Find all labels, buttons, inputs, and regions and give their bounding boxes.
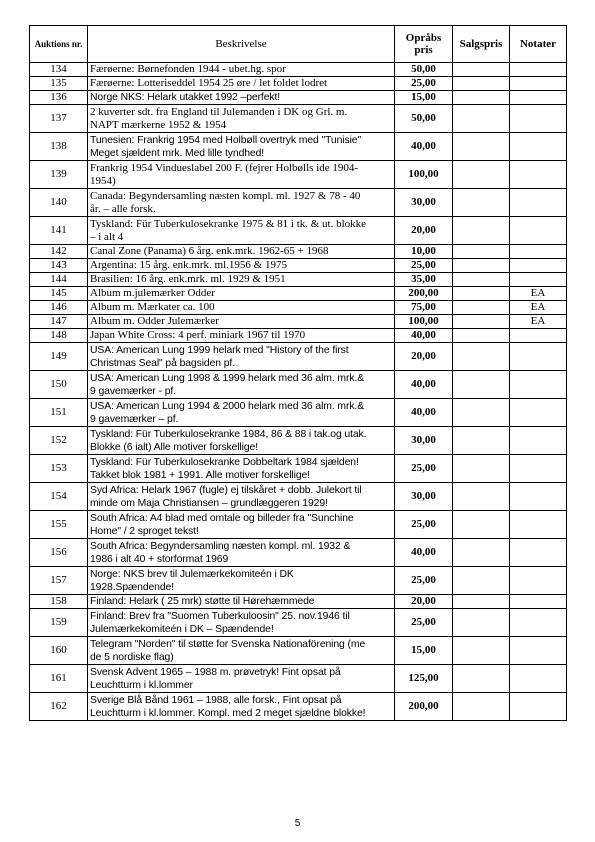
notes-cell bbox=[510, 329, 567, 343]
description-cell: Frankrig 1954 Vindueslabel 200 F. (fejrer Holbølls ide 1904- 1954) bbox=[88, 161, 395, 189]
notes-cell bbox=[510, 161, 567, 189]
start-price-cell: 40,00 bbox=[395, 133, 453, 161]
sale-price-cell bbox=[453, 455, 510, 483]
notes-cell bbox=[510, 455, 567, 483]
notes-cell bbox=[510, 609, 567, 637]
table-row bbox=[30, 245, 567, 259]
lot-number-cell: 146 bbox=[30, 301, 88, 315]
sale-price-cell bbox=[453, 77, 510, 91]
description-cell: Svensk Advent 1965 – 1988 m. prøvetryk! Fint opsat på Leuchtturm i kl.lommer bbox=[88, 665, 395, 693]
description-cell: South Africa: A4 blad med omtale og billeder fra "Sunchine Home" / 2 sproget tekst! bbox=[88, 511, 395, 539]
notes-cell bbox=[510, 539, 567, 567]
sale-price-cell bbox=[453, 63, 510, 77]
start-price-cell: 20,00 bbox=[395, 343, 453, 371]
lot-number-cell: 139 bbox=[30, 161, 88, 189]
sale-price-cell bbox=[453, 483, 510, 511]
sale-price-cell bbox=[453, 511, 510, 539]
start-price-cell: 30,00 bbox=[395, 427, 453, 455]
table-row bbox=[30, 301, 567, 315]
lot-number-cell: 155 bbox=[30, 511, 88, 539]
lot-number-cell: 147 bbox=[30, 315, 88, 329]
table-row bbox=[30, 399, 567, 427]
sale-price-cell bbox=[453, 217, 510, 245]
table-row bbox=[30, 539, 567, 567]
table-row bbox=[30, 315, 567, 329]
auction-table bbox=[29, 25, 567, 721]
sale-price-cell bbox=[453, 539, 510, 567]
description-cell: Finland: Brev fra "Suomen Tuberkuloosin" 25. nov.1946 til Julemærkekomiteén i DK – Spændende! bbox=[88, 609, 395, 637]
notes-cell bbox=[510, 511, 567, 539]
header-description: Beskrivelse bbox=[88, 26, 395, 63]
notes-cell bbox=[510, 427, 567, 455]
notes-cell: EA bbox=[510, 301, 567, 315]
description-cell: Brasilien: 16 årg. enk.mrk. ml. 1929 & 1951 bbox=[88, 273, 395, 287]
page-number: 5 bbox=[294, 818, 301, 829]
header-lot-number: Auktions nr. bbox=[30, 26, 88, 63]
description-cell: Færøerne: Lotteriseddel 1954 25 øre / let foldet lodret bbox=[88, 77, 395, 91]
lot-number-cell: 138 bbox=[30, 133, 88, 161]
sale-price-cell bbox=[453, 399, 510, 427]
lot-number-cell: 144 bbox=[30, 273, 88, 287]
sale-price-cell bbox=[453, 315, 510, 329]
lot-number-cell: 152 bbox=[30, 427, 88, 455]
header-sale-price: Salgspris bbox=[453, 26, 510, 63]
sale-price-cell bbox=[453, 665, 510, 693]
sale-price-cell bbox=[453, 693, 510, 721]
auction-sheet bbox=[29, 25, 567, 721]
lot-number-cell: 145 bbox=[30, 287, 88, 301]
start-price-cell: 100,00 bbox=[395, 161, 453, 189]
notes-cell bbox=[510, 77, 567, 91]
notes-cell bbox=[510, 637, 567, 665]
sale-price-cell bbox=[453, 371, 510, 399]
lot-number-cell: 157 bbox=[30, 567, 88, 595]
header-notes: Notater bbox=[510, 26, 567, 63]
description-cell: South Africa: Begyndersamling næsten kompl. ml. 1932 & 1986 i alt 40 + storformat 1969 bbox=[88, 539, 395, 567]
lot-number-cell: 149 bbox=[30, 343, 88, 371]
sale-price-cell bbox=[453, 91, 510, 105]
start-price-cell: 25,00 bbox=[395, 609, 453, 637]
table-row bbox=[30, 161, 567, 189]
notes-cell bbox=[510, 483, 567, 511]
description-cell: Syd Africa: Helark 1967 (fugle) ej tilskåret + dobb. Julekort til minde om Maja Christiansen – grundlæggeren 1929! bbox=[88, 483, 395, 511]
table-row bbox=[30, 483, 567, 511]
start-price-cell: 100,00 bbox=[395, 315, 453, 329]
sale-price-cell bbox=[453, 595, 510, 609]
start-price-cell: 20,00 bbox=[395, 217, 453, 245]
table-row bbox=[30, 329, 567, 343]
lot-number-cell: 158 bbox=[30, 595, 88, 609]
description-cell: Finland: Helark ( 25 mrk) støtte til Hørehæmmede bbox=[88, 595, 395, 609]
sale-price-cell bbox=[453, 105, 510, 133]
lot-number-cell: 134 bbox=[30, 63, 88, 77]
table-row bbox=[30, 273, 567, 287]
start-price-cell: 25,00 bbox=[395, 77, 453, 91]
start-price-cell: 25,00 bbox=[395, 511, 453, 539]
lot-number-cell: 141 bbox=[30, 217, 88, 245]
description-cell: Tyskland: Für Tuberkulosekranke 1984, 86 & 88 i tak.og utak. Blokke (6 ialt) Alle motiver forskellige! bbox=[88, 427, 395, 455]
notes-cell bbox=[510, 189, 567, 217]
start-price-cell: 35,00 bbox=[395, 273, 453, 287]
start-price-cell: 15,00 bbox=[395, 91, 453, 105]
lot-number-cell: 162 bbox=[30, 693, 88, 721]
table-row bbox=[30, 665, 567, 693]
lot-number-cell: 136 bbox=[30, 91, 88, 105]
table-row bbox=[30, 343, 567, 371]
sale-price-cell bbox=[453, 161, 510, 189]
lot-number-cell: 140 bbox=[30, 189, 88, 217]
table-row bbox=[30, 567, 567, 595]
table-row bbox=[30, 105, 567, 133]
table-row bbox=[30, 77, 567, 91]
start-price-cell: 40,00 bbox=[395, 371, 453, 399]
notes-cell bbox=[510, 399, 567, 427]
lot-number-cell: 135 bbox=[30, 77, 88, 91]
start-price-cell: 125,00 bbox=[395, 665, 453, 693]
description-cell: Album m. Odder Julemærker bbox=[88, 315, 395, 329]
sale-price-cell bbox=[453, 343, 510, 371]
start-price-cell: 25,00 bbox=[395, 259, 453, 273]
start-price-cell: 25,00 bbox=[395, 455, 453, 483]
start-price-cell: 25,00 bbox=[395, 567, 453, 595]
notes-cell bbox=[510, 273, 567, 287]
table-row bbox=[30, 91, 567, 105]
notes-cell bbox=[510, 245, 567, 259]
table-row bbox=[30, 189, 567, 217]
lot-number-cell: 150 bbox=[30, 371, 88, 399]
table-row bbox=[30, 455, 567, 483]
start-price-cell: 15,00 bbox=[395, 637, 453, 665]
lot-number-cell: 148 bbox=[30, 329, 88, 343]
description-cell: Tyskland: Für Tuberkulosekranke 1975 & 81 i tk. & ut. blokke – i alt 4 bbox=[88, 217, 395, 245]
lot-number-cell: 142 bbox=[30, 245, 88, 259]
table-row bbox=[30, 609, 567, 637]
notes-cell bbox=[510, 259, 567, 273]
table-row bbox=[30, 637, 567, 665]
description-cell: Argentina: 15 årg. enk.mrk. ml.1956 & 1975 bbox=[88, 259, 395, 273]
sale-price-cell bbox=[453, 301, 510, 315]
header-start-price: Opråbs pris bbox=[395, 26, 453, 63]
notes-cell bbox=[510, 371, 567, 399]
lot-number-cell: 151 bbox=[30, 399, 88, 427]
start-price-cell: 30,00 bbox=[395, 189, 453, 217]
notes-cell bbox=[510, 595, 567, 609]
start-price-cell: 50,00 bbox=[395, 63, 453, 77]
sale-price-cell bbox=[453, 609, 510, 637]
description-cell: Telegram "Norden" til støtte for Svenska Nationaförening (me de 5 nordiske flag) bbox=[88, 637, 395, 665]
table-row bbox=[30, 693, 567, 721]
table-row bbox=[30, 133, 567, 161]
description-cell: Tyskland: Für Tuberkulosekranke Dobbeltark 1984 sjælden! Takket blok 1981 + 1991. Alle motiver forskellige! bbox=[88, 455, 395, 483]
start-price-cell: 200,00 bbox=[395, 693, 453, 721]
notes-cell bbox=[510, 133, 567, 161]
notes-cell bbox=[510, 665, 567, 693]
sale-price-cell bbox=[453, 427, 510, 455]
header-row bbox=[30, 26, 567, 63]
notes-cell bbox=[510, 91, 567, 105]
notes-cell bbox=[510, 217, 567, 245]
sale-price-cell bbox=[453, 287, 510, 301]
notes-cell bbox=[510, 105, 567, 133]
start-price-cell: 40,00 bbox=[395, 539, 453, 567]
sale-price-cell bbox=[453, 133, 510, 161]
table-row bbox=[30, 371, 567, 399]
description-cell: Norge: NKS brev til Julemærkekomiteén i DK 1928.Spændende! bbox=[88, 567, 395, 595]
description-cell: Album m.julemærker Odder bbox=[88, 287, 395, 301]
sale-price-cell bbox=[453, 273, 510, 287]
description-cell: Færøerne: Børnefonden 1944 - ubet.hg. spor bbox=[88, 63, 395, 77]
sale-price-cell bbox=[453, 329, 510, 343]
description-cell: Norge NKS: Helark utakket 1992 –perfekt! bbox=[88, 91, 395, 105]
start-price-cell: 40,00 bbox=[395, 329, 453, 343]
start-price-cell: 40,00 bbox=[395, 399, 453, 427]
sale-price-cell bbox=[453, 245, 510, 259]
description-cell: Album m. Mærkater ca. 100 bbox=[88, 301, 395, 315]
notes-cell bbox=[510, 693, 567, 721]
table-row bbox=[30, 287, 567, 301]
table-row bbox=[30, 63, 567, 77]
start-price-cell: 10,00 bbox=[395, 245, 453, 259]
table-row bbox=[30, 427, 567, 455]
start-price-cell: 50,00 bbox=[395, 105, 453, 133]
lot-number-cell: 154 bbox=[30, 483, 88, 511]
description-cell: Canal Zone (Panama) 6 årg. enk.mrk. 1962-65 + 1968 bbox=[88, 245, 395, 259]
notes-cell: EA bbox=[510, 287, 567, 301]
description-cell: USA: American Lung 1998 & 1999 helark med 36 alm. mrk.& 9 gavemærker - pf. bbox=[88, 371, 395, 399]
sale-price-cell bbox=[453, 259, 510, 273]
lot-number-cell: 161 bbox=[30, 665, 88, 693]
lot-number-cell: 156 bbox=[30, 539, 88, 567]
sale-price-cell bbox=[453, 637, 510, 665]
table-row bbox=[30, 217, 567, 245]
lot-number-cell: 159 bbox=[30, 609, 88, 637]
sale-price-cell bbox=[453, 189, 510, 217]
notes-cell bbox=[510, 343, 567, 371]
description-cell: Sverige Blå Bånd 1961 – 1988, alle forsk., Fint opsat på Leuchtturm i kl.lommer. Kompl. med 2 meget sjældne blokke! bbox=[88, 693, 395, 721]
description-cell: Tunesien: Frankrig 1954 med Holbøll overtryk med "Tunisie" Meget sjældent mrk. Med lille tyndhed! bbox=[88, 133, 395, 161]
start-price-cell: 20,00 bbox=[395, 595, 453, 609]
lot-number-cell: 153 bbox=[30, 455, 88, 483]
notes-cell: EA bbox=[510, 315, 567, 329]
description-cell: USA: American Lung 1994 & 2000 helark med 36 alm. mrk.& 9 gavemærker – pf. bbox=[88, 399, 395, 427]
description-cell: USA: American Lung 1999 helark med "History of the first Christmas Seal" på bagsiden pf. bbox=[88, 343, 395, 371]
start-price-cell: 75,00 bbox=[395, 301, 453, 315]
description-cell: 2 kuverter sdt. fra England til Julemanden i DK og Grl. m. NAPT mærkerne 1952 & 1954 bbox=[88, 105, 395, 133]
lot-number-cell: 137 bbox=[30, 105, 88, 133]
notes-cell bbox=[510, 63, 567, 77]
lot-number-cell: 143 bbox=[30, 259, 88, 273]
notes-cell bbox=[510, 567, 567, 595]
lot-number-cell: 160 bbox=[30, 637, 88, 665]
sale-price-cell bbox=[453, 567, 510, 595]
start-price-cell: 200,00 bbox=[395, 287, 453, 301]
description-cell: Canada: Begyndersamling næsten kompl. ml. 1927 & 78 - 40 år. – alle forsk. bbox=[88, 189, 395, 217]
table-row bbox=[30, 259, 567, 273]
description-cell: Japan White Cross: 4 perf. miniark 1967 til 1970 bbox=[88, 329, 395, 343]
table-row bbox=[30, 595, 567, 609]
table-row bbox=[30, 511, 567, 539]
start-price-cell: 30,00 bbox=[395, 483, 453, 511]
